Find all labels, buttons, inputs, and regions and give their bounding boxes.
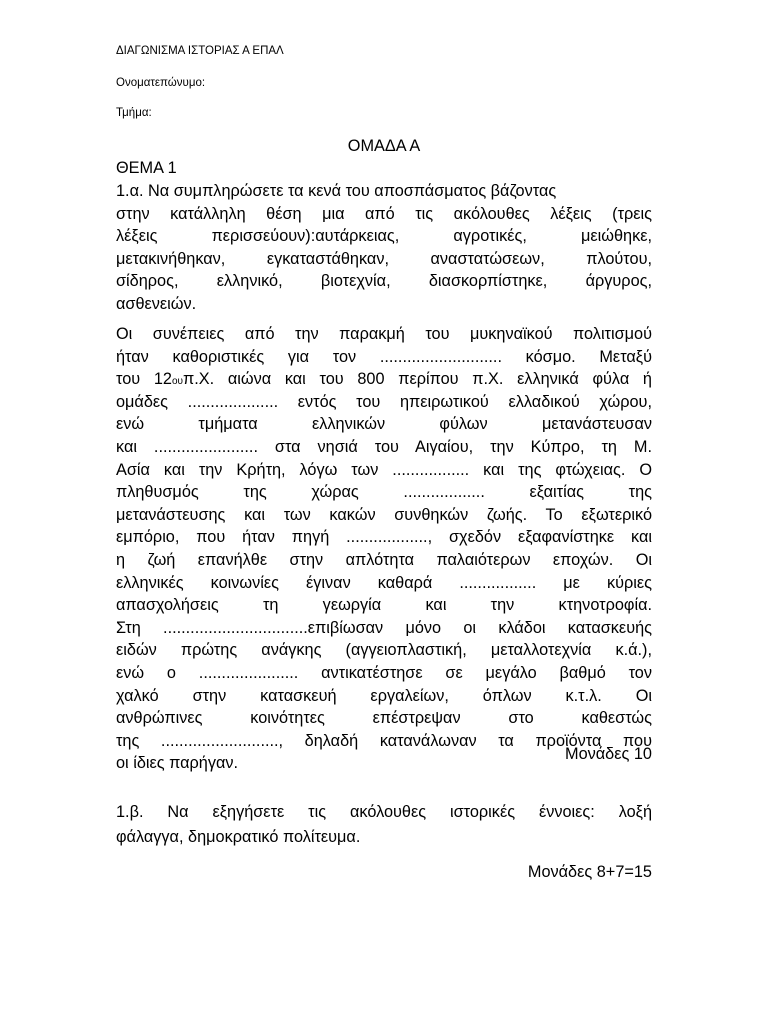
passage-line: Ασία και την Κρήτη, λόγω των ................. και της φτώχειας. Ο <box>116 460 652 479</box>
ordinal-suffix: ου <box>171 376 183 388</box>
marks-1a: Μονάδες 10 <box>565 745 652 763</box>
question-1a-line: 1.α. Να συμπληρώσετε τα κενά του αποσπάσματος βάζοντας <box>116 182 557 200</box>
question-1a-line: ασθενειών. <box>116 294 197 313</box>
passage-line: ανθρώπινες κοινότητες επέστρεψαν στο καθεστώς <box>116 709 652 728</box>
question-1a-line: στην κατάλληλη θέση μια από τις ακόλουθες λέξεις (τρεις <box>116 204 652 223</box>
passage-text-segment: του 12 <box>116 370 172 389</box>
question-1b <box>116 800 652 849</box>
passage-line: εμπόριο, που ήταν πηγή .................., σχεδόν εξαφανίστηκε και <box>116 528 652 547</box>
question-1a-line: μετακινήθηκαν, εγκαταστάθηκαν, αναστατώσεων, πλούτου, <box>116 249 652 268</box>
passage-line: ομάδες .................... εντός του ηπειρωτικού ελλαδικού χώρου, <box>116 392 652 411</box>
question-1a <box>116 180 652 316</box>
passage-line: ήταν καθοριστικές για τον ........................... κόσμο. Μεταξύ <box>116 347 652 366</box>
question-1a-line: σίδηρος, ελληνικό, βιοτεχνία, διασκορπίστηκε, άργυρος, <box>116 272 652 291</box>
passage-line: οι ίδιες παρήγαν. <box>116 754 239 773</box>
question-1b-line: 1.β. Να εξηγήσετε τις ακόλουθες ιστορικές έννοιες: λοξή <box>116 803 652 821</box>
question-1a-line: λέξεις περισσεύουν):αυτάρκειας, αγροτικές, μειώθηκε, <box>116 227 652 246</box>
passage-text-segment: π.Χ. αιώνα και του 800 περίπου π.Χ. ελληνικά φύλα ή <box>183 370 652 389</box>
question-1b-line: φάλαγγα, δημοκρατικό πολίτευμα. <box>116 827 361 846</box>
passage-line <box>116 368 652 391</box>
group-title: ΟΜΑΔΑ Α <box>347 137 421 155</box>
passage-line: πληθυσμός της χώρας .................. εξαιτίας της <box>116 483 652 502</box>
passage-line: ενώ ο ...................... αντικατέστησε σε μεγάλο βαθμό τον <box>116 663 652 682</box>
passage-line: χαλκό στην κατασκευή εργαλείων, όπλων κ.τ.λ. Οι <box>116 686 652 705</box>
passage-line: ενώ τμήματα ελληνικών φύλων μετανάστευσαν <box>116 415 652 434</box>
passage-line: ελληνικές κοινωνίες έγιναν καθαρά ................. με κύριες <box>116 573 652 592</box>
name-label: Ονοματεπώνυμο: <box>116 77 206 89</box>
exam-title: ΔΙΑΓΩΝΙΣΜΑ ΙΣΤΟΡΙΑΣ Α ΕΠΑΛ <box>116 45 284 57</box>
theme-title: ΘΕΜΑ 1 <box>116 159 177 177</box>
passage-text <box>116 323 652 775</box>
passage-line: απασχολήσεις τη γεωργία και την κτηνοτροφία. <box>116 596 652 615</box>
passage-line: η ζωή επανήλθε στην απλότητα παλαιότερων εποχών. Οι <box>116 550 652 569</box>
passage-line: ειδών πρώτης ανάγκης (αγγειοπλαστική, μεταλλοτεχνία κ.ά.), <box>116 641 652 660</box>
passage-line: της .........................., δηλαδή κατανάλωναν τα προϊόντα που <box>116 731 652 750</box>
marks-1b: Μονάδες 8+7=15 <box>527 863 652 881</box>
passage-line: Οι συνέπειες από την παρακμή του μυκηναϊκού πολιτισμού <box>116 325 652 343</box>
passage-line: Στη ................................επιβίωσαν μόνο οι κλάδοι κατασκευής <box>116 618 652 637</box>
passage-line: μετανάστευσης και των κακών συνθηκών ζωής. Το εξωτερικό <box>116 505 652 524</box>
passage-line: και ....................... στα νησιά του Αιγαίου, την Κύπρο, τη Μ. <box>116 437 652 456</box>
class-label: Τμήμα: <box>116 107 152 119</box>
